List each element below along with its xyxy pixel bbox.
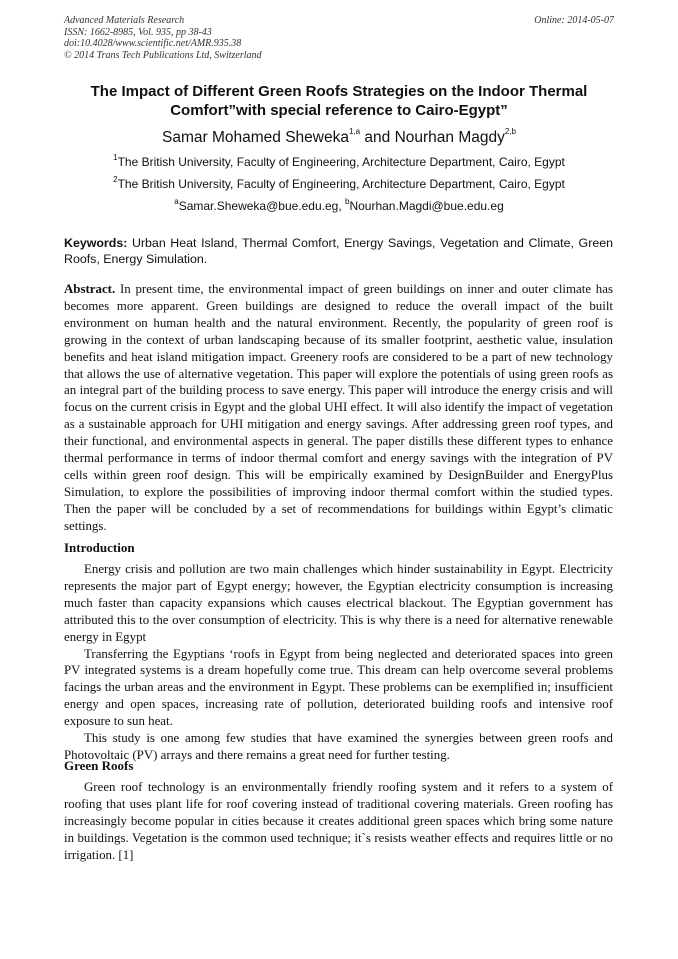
issn-line: ISSN: 1662-8985, Vol. 935, pp 38-43 — [64, 26, 212, 38]
email-line — [60, 199, 618, 213]
introduction-paragraph-2: Transferring the Egyptians ‘roofs in Egypt from being neglected and deteriorated spaces into green PV integrated systems is a dream hopefully come true. This dream can help overcome several problems facings the urban areas and the environment in Egypt. These problems can be exemplified in; insufficient energy and open spaces, increasing rate of pollution, deteriorated building roofs and intensive roof exposure to sun heat. — [64, 646, 613, 729]
keywords-text: Urban Heat Island, Thermal Comfort, Energy Savings, Vegetation and Climate, Green Roofs, Energy Simulation. — [64, 236, 613, 266]
abstract-text: In present time, the environmental impact of green buildings on inner and outer climate has becomes more apparent. Green buildings are designed to reduce the overall impact of the built environment on human health and the natural environment. Recently, the popularity of green roof is growing in the context of urban landscaping because of its smaller footprint, aesthetic value, insulation benefits and heat island mitigation impact. Greenery roofs are considered to be a part of new technology that allows the use of alternative vegetation. This paper will explore the potentials of using green roofs as an integral part of the building process to save energy. This paper will introduce the energy crisis and will focus on the current crisis in Egypt and the global UHI effect. It will also identify the impact of vegetation as a sustainable approach for UHI mitigation and energy savings. After addressing green roof types, and their functional, and environmental aspects in general. The paper distills these different types to enhance thermal performance in terms of indoor thermal comfort and energy savings with the integration of PV cells within green roof design. This will be empirically examined by DesignBuilder and EnergyPlus Simulation, to explore the possibilities of improving indoor thermal comfort within the studied types. Then the paper will be concluded by a set of recommendations for buildings within Egypt’s climatic settings. — [64, 282, 613, 533]
journal-name: Advanced Materials Research — [64, 15, 185, 26]
keywords — [64, 235, 613, 267]
paper-title: The Impact of Different Green Roofs Strategies on the Indoor Thermal Comfort”with special reference to Cairo-Egypt” — [90, 83, 588, 119]
affiliation-2 — [60, 177, 618, 191]
affiliation-2-text: The British University, Faculty of Engineering, Architecture Department, Cairo, Egypt — [117, 177, 565, 191]
author-2-sup: 2,b — [504, 127, 516, 136]
affiliation-1 — [60, 155, 618, 169]
green-roofs-paragraph-1: Green roof technology is an environmentally friendly roofing system and it refers to a system of roofing that uses plant life for roof covering instead of traditional covering materials. Green roofing has increasingly become popular in cities because it creates additional green spaces which bring some nature in buildings. Vegetation is the common used technique; it`s resists weather effects and requires little or no irrigation. [1] — [64, 780, 613, 862]
author-1: Samar Mohamed Sheweka — [162, 129, 349, 146]
affiliation-1-sup: 1 — [113, 153, 118, 162]
email-a-sup: a — [174, 197, 179, 206]
email-b-sup: b — [345, 197, 350, 206]
affiliation-1-text: The British University, Faculty of Engineering, Architecture Department, Cairo, Egypt — [117, 155, 565, 169]
author-1-sup: 1,a — [348, 127, 361, 136]
introduction-paragraph-3: This study is one among few studies that have examined the synergies between green roofs and Photovoltaic (PV) arrays and there remains a great need for further testing. — [64, 731, 613, 762]
online-date: Online: 2014-05-07 — [534, 15, 614, 26]
author-and: and — [360, 129, 395, 146]
keywords-label: Keywords: — [64, 236, 128, 250]
copyright-line: © 2014 Trans Tech Publications Ltd, Switzerland — [64, 49, 262, 61]
affiliation-2-sup: 2 — [113, 175, 118, 184]
email-a: Samar.Sheweka@bue.edu.eg, — [178, 199, 345, 213]
green-roofs-heading: Green Roofs — [64, 758, 134, 773]
doi-line: doi:10.4028/www.scientific.net/AMR.935.38 — [64, 38, 242, 49]
abstract — [64, 281, 613, 535]
abstract-label: Abstract. — [64, 282, 116, 296]
introduction-body — [64, 561, 613, 764]
introduction-paragraph-1: Energy crisis and pollution are two main challenges which hinder sustainability in Egypt. Electricity represents the major part of Egypt energy; however, the Egyptian electricity consumption is increasing much faster than capacity expansions which causes electrical blackout. The Egyptian government has attributed this to the over consumption of electricity. This is why there is a need for alternative renewable energy in Egypt — [64, 562, 613, 644]
introduction-heading: Introduction — [64, 540, 135, 555]
green-roofs-body — [64, 779, 613, 864]
email-b: Nourhan.Magdi@bue.edu.eg — [349, 199, 504, 213]
journal-header — [64, 15, 262, 61]
author-line — [60, 129, 618, 147]
author-2: Nourhan Magdy — [394, 129, 505, 146]
